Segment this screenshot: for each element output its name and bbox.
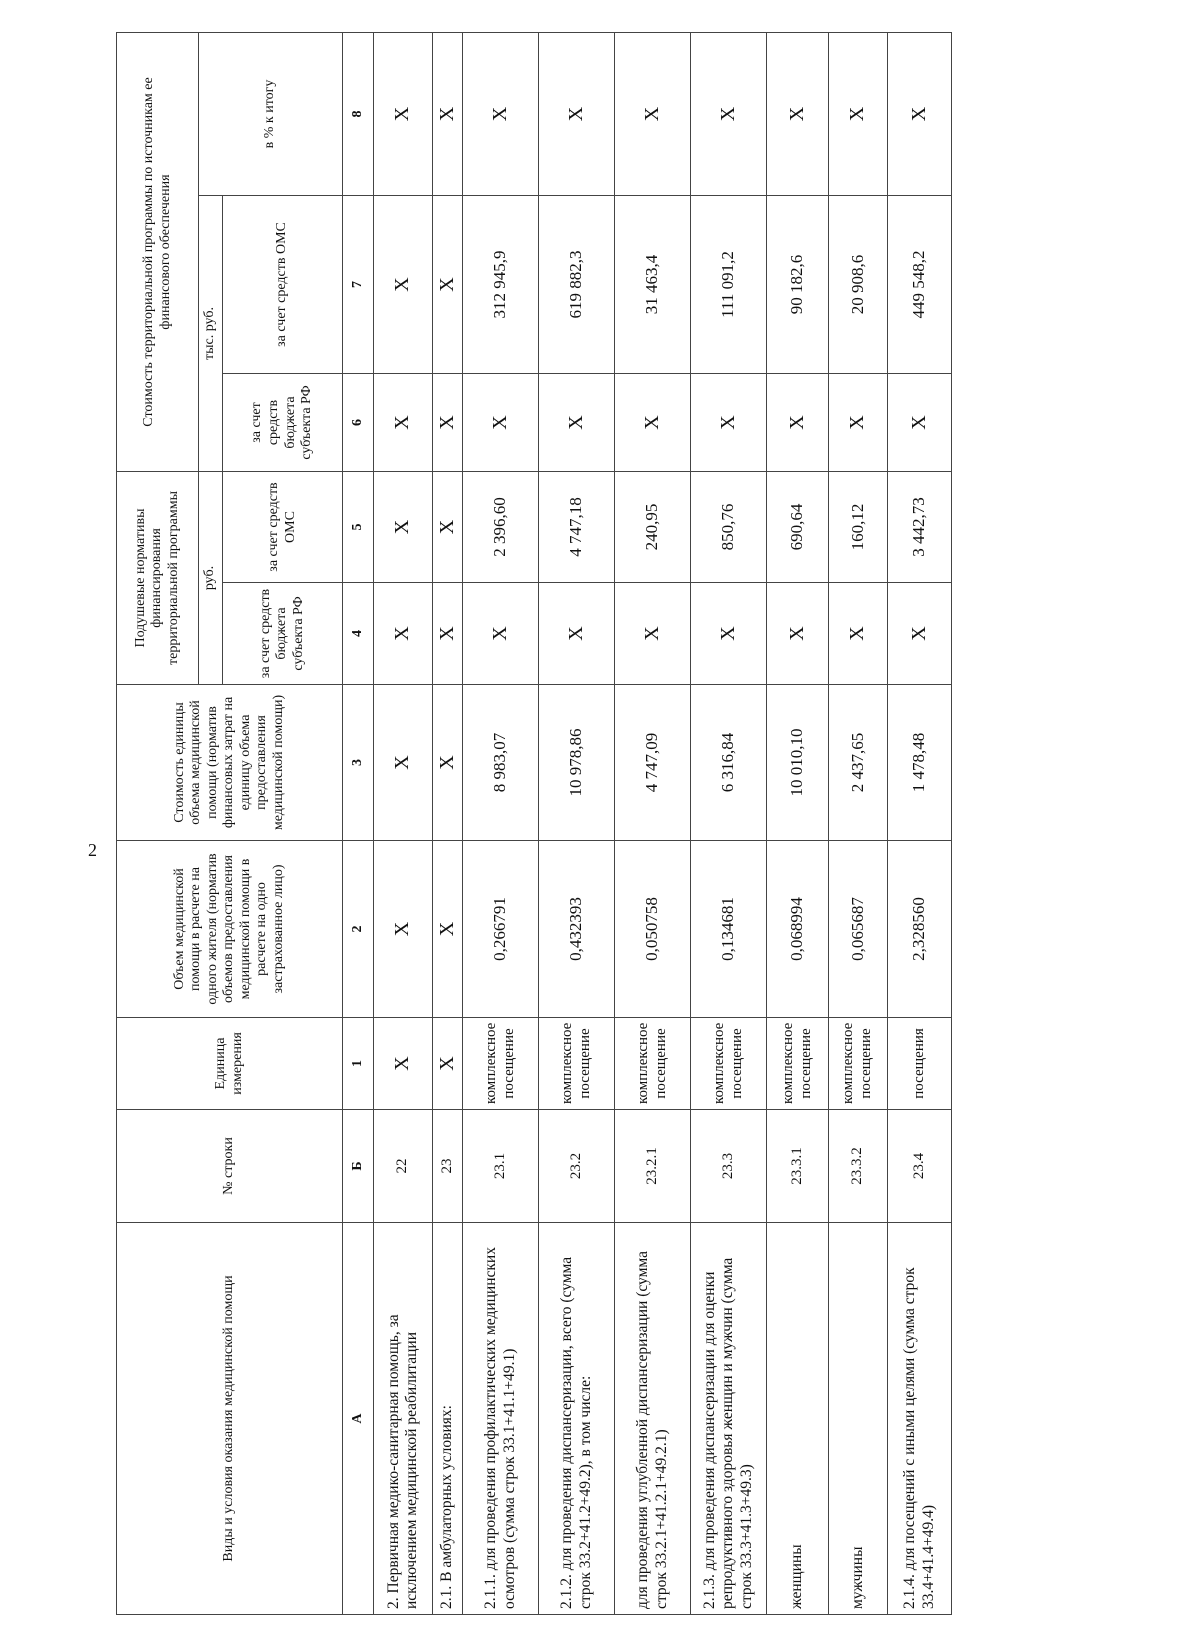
row-norm-oms: 690,64 <box>767 472 829 583</box>
column-number-row <box>343 33 374 1615</box>
column-number: 7 <box>343 196 374 374</box>
row-unit-cost: 4 747,09 <box>615 685 691 841</box>
row-line-number: 23.1 <box>463 1110 539 1223</box>
row-percent: X <box>539 33 615 196</box>
row-norm-oms: X <box>374 472 433 583</box>
table-row <box>691 33 767 1615</box>
row-cost-oms: 312 945,9 <box>463 196 539 374</box>
header-cost-oms: за счет средств ОМС <box>223 196 343 374</box>
header-unit-rub: руб. <box>199 472 223 685</box>
header-kind-conditions: Виды и условия оказания медицинской помощи <box>117 1223 343 1615</box>
row-volume: 0,134681 <box>691 841 767 1018</box>
column-number: 1 <box>343 1018 374 1110</box>
row-cost-budget: X <box>539 374 615 472</box>
row-unit: X <box>374 1018 433 1110</box>
row-unit: комплексное посещение <box>463 1018 539 1110</box>
row-percent: X <box>374 33 433 196</box>
table-row <box>463 33 539 1615</box>
table-row <box>615 33 691 1615</box>
row-unit-cost: 10 010,10 <box>767 685 829 841</box>
row-percent: X <box>615 33 691 196</box>
table-row <box>767 33 829 1615</box>
header-group-program-cost: Стоимость территориальной программы по источникам ее финансового обеспечения <box>117 33 199 472</box>
row-line-number: 23.3.1 <box>767 1110 829 1223</box>
row-line-number: 23 <box>433 1110 463 1223</box>
row-percent: X <box>829 33 888 196</box>
header-unit-cost: Стоимость единицы объема медицинской помощи (норматив финансовых затрат на единицу объема предоставления медицинской помощи) <box>117 685 343 841</box>
row-unit: комплексное посещение <box>829 1018 888 1110</box>
row-volume: 2,328560 <box>888 841 952 1018</box>
row-norm-budget: X <box>615 583 691 685</box>
column-number: 3 <box>343 685 374 841</box>
row-cost-budget: X <box>888 374 952 472</box>
row-unit-cost: X <box>433 685 463 841</box>
row-unit-cost: 6 316,84 <box>691 685 767 841</box>
header-group-per-capita-norms: Подушевые нормативы финансирования территориальной программы <box>117 472 199 685</box>
row-unit-cost: 1 478,48 <box>888 685 952 841</box>
row-norm-oms: 3 442,73 <box>888 472 952 583</box>
row-name: женщины <box>767 1223 829 1615</box>
row-percent: X <box>433 33 463 196</box>
row-volume: X <box>433 841 463 1018</box>
row-unit: комплексное посещение <box>615 1018 691 1110</box>
table-row <box>539 33 615 1615</box>
table-row <box>829 33 888 1615</box>
header-line-number: № строки <box>117 1110 343 1223</box>
row-cost-budget: X <box>767 374 829 472</box>
row-norm-oms: 160,12 <box>829 472 888 583</box>
row-volume: 0,065687 <box>829 841 888 1018</box>
row-unit-cost: 8 983,07 <box>463 685 539 841</box>
row-norm-oms: 240,95 <box>615 472 691 583</box>
row-cost-budget: X <box>829 374 888 472</box>
row-unit: комплексное посещение <box>767 1018 829 1110</box>
row-cost-oms: 111 091,2 <box>691 196 767 374</box>
row-norm-budget: X <box>888 583 952 685</box>
header-unit: Единица измерения <box>117 1018 343 1110</box>
row-line-number: 23.4 <box>888 1110 952 1223</box>
header-norm-budget: за счет средств бюджета субъекта РФ <box>223 583 343 685</box>
row-unit-cost: 10 978,86 <box>539 685 615 841</box>
row-line-number: 23.3.2 <box>829 1110 888 1223</box>
row-cost-budget: X <box>433 374 463 472</box>
row-name: 2.1.1. для проведения профилактических медицинских осмотров (сумма строк 33.1+41.1+49.1) <box>463 1223 539 1615</box>
row-cost-oms: 449 548,2 <box>888 196 952 374</box>
page-number: 2 <box>88 840 97 860</box>
row-cost-budget: X <box>615 374 691 472</box>
column-number: 8 <box>343 33 374 196</box>
row-unit: X <box>433 1018 463 1110</box>
row-cost-oms: 90 182,6 <box>767 196 829 374</box>
column-number: 5 <box>343 472 374 583</box>
header-cost-budget: за счет средств бюджета субъекта РФ <box>223 374 343 472</box>
row-unit: посещения <box>888 1018 952 1110</box>
column-number: 6 <box>343 374 374 472</box>
row-line-number: 22 <box>374 1110 433 1223</box>
column-number: 2 <box>343 841 374 1018</box>
row-norm-oms: 2 396,60 <box>463 472 539 583</box>
header-percent-of-total: в % к итогу <box>199 33 343 196</box>
row-volume: X <box>374 841 433 1018</box>
row-volume: 0,068994 <box>767 841 829 1018</box>
row-norm-budget: X <box>829 583 888 685</box>
row-norm-budget: X <box>374 583 433 685</box>
row-name: 2. Первичная медико-санитарная помощь, за исключением медицинской реабилитации <box>374 1223 433 1615</box>
row-cost-oms: 619 882,3 <box>539 196 615 374</box>
row-cost-oms: 31 463,4 <box>615 196 691 374</box>
row-norm-budget: X <box>691 583 767 685</box>
row-name: 2.1.4. для посещений с иными целями (сумма строк 33.4+41.4+49.4) <box>888 1223 952 1615</box>
table-row <box>374 33 433 1615</box>
row-name: 2.1. В амбулаторных условиях: <box>433 1223 463 1615</box>
header-volume: Объем медицинской помощи в расчете на одного жителя (норматив объемов предоставления медицинской помощи в расчете на одно застрахованное лицо) <box>117 841 343 1018</box>
row-norm-oms: 850,76 <box>691 472 767 583</box>
row-line-number: 23.2.1 <box>615 1110 691 1223</box>
row-volume: 0,432393 <box>539 841 615 1018</box>
row-volume: 0,050758 <box>615 841 691 1018</box>
financing-table <box>116 32 952 1615</box>
row-name: мужчины <box>829 1223 888 1615</box>
row-name: для проведения углубленной диспансеризации (сумма строк 33.2.1+41.2.1+49.2.1) <box>615 1223 691 1615</box>
column-number: Б <box>343 1110 374 1223</box>
row-cost-oms: X <box>374 196 433 374</box>
row-norm-budget: X <box>539 583 615 685</box>
header-unit-thousand-rub: тыс. руб. <box>199 196 223 472</box>
column-number: А <box>343 1223 374 1615</box>
row-percent: X <box>691 33 767 196</box>
row-cost-budget: X <box>463 374 539 472</box>
row-norm-oms: X <box>433 472 463 583</box>
row-unit: комплексное посещение <box>691 1018 767 1110</box>
table-container <box>116 33 952 1615</box>
row-name: 2.1.3. для проведения диспансеризации для оценки репродуктивного здоровья женщин и мужчин (сумма строк 33.3+41.3+49.3) <box>691 1223 767 1615</box>
row-norm-budget: X <box>463 583 539 685</box>
row-norm-budget: X <box>767 583 829 685</box>
row-cost-budget: X <box>691 374 767 472</box>
row-cost-oms: 20 908,6 <box>829 196 888 374</box>
column-number: 4 <box>343 583 374 685</box>
row-percent: X <box>767 33 829 196</box>
row-unit-cost: X <box>374 685 433 841</box>
row-norm-budget: X <box>433 583 463 685</box>
table-row <box>433 33 463 1615</box>
row-percent: X <box>888 33 952 196</box>
row-unit-cost: 2 437,65 <box>829 685 888 841</box>
row-line-number: 23.3 <box>691 1110 767 1223</box>
row-cost-oms: X <box>433 196 463 374</box>
row-line-number: 23.2 <box>539 1110 615 1223</box>
header-norm-oms: за счет средств ОМС <box>223 472 343 583</box>
row-name: 2.1.2. для проведения диспансеризации, всего (сумма строк 33.2+41.2+49.2), в том числе: <box>539 1223 615 1615</box>
row-volume: 0,266791 <box>463 841 539 1018</box>
table-row <box>888 33 952 1615</box>
row-percent: X <box>463 33 539 196</box>
row-unit: комплексное посещение <box>539 1018 615 1110</box>
row-cost-budget: X <box>374 374 433 472</box>
row-norm-oms: 4 747,18 <box>539 472 615 583</box>
